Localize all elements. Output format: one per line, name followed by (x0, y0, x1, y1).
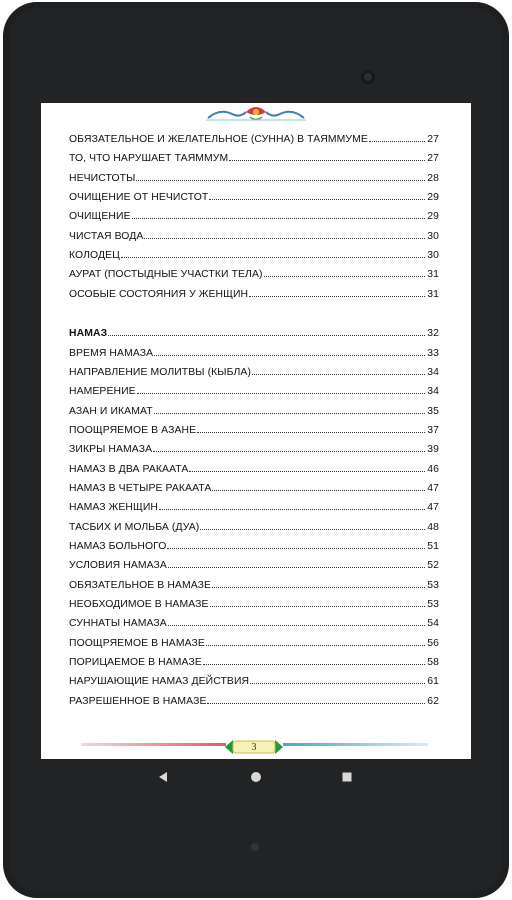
toc-entry[interactable] (69, 360, 439, 378)
toc-entry-page: 54 (427, 618, 439, 630)
toc-entry-page: 62 (427, 695, 439, 707)
footer-rule-left (81, 743, 226, 746)
toc-entry-page: 31 (427, 288, 439, 300)
toc-entry-title: НЕОБХОДИМОЕ В НАМАЗЕ (69, 599, 209, 611)
toc-entry-page: 30 (427, 230, 439, 242)
toc-entry-title: НАМАЗ ЖЕНЩИН (69, 502, 159, 514)
book-page[interactable] (41, 103, 471, 759)
toc-entry-page: 34 (427, 366, 439, 378)
toc-dot-leader (207, 703, 425, 704)
recents-button[interactable] (338, 768, 356, 786)
toc-dot-leader (252, 374, 425, 375)
toc-entry-title: ОЧИЩЕНИЕ ОТ НЕЧИСТОТ (69, 192, 209, 204)
toc-entry[interactable] (69, 476, 439, 494)
toc-dot-leader (209, 199, 425, 200)
front-camera (361, 70, 375, 84)
toc-entry-page: 34 (427, 386, 439, 398)
recents-square-icon (341, 771, 353, 783)
page-number-badge (225, 739, 283, 755)
toc-entry[interactable] (69, 669, 439, 687)
toc-entry-page: 30 (427, 250, 439, 262)
home-circle-icon (250, 771, 262, 783)
toc-entry-page: 29 (427, 211, 439, 223)
toc-entry-title: НАМАЗ (69, 328, 108, 340)
toc-entry[interactable] (69, 573, 439, 591)
toc-entry[interactable] (69, 418, 439, 436)
home-button[interactable] (247, 768, 265, 786)
toc-entry-page: 48 (427, 521, 439, 533)
toc-entry-page: 58 (427, 657, 439, 669)
top-ornament-icon (206, 104, 306, 122)
toc-entry[interactable] (69, 553, 439, 571)
toc-dot-leader (206, 645, 425, 646)
toc-entry[interactable] (69, 282, 439, 300)
toc-entry-title: НАПРАВЛЕНИЕ МОЛИТВЫ (КЫБЛА) (69, 366, 252, 378)
toc-entry[interactable] (69, 224, 439, 242)
toc-entry-page: 33 (427, 347, 439, 359)
toc-dot-leader (212, 490, 425, 491)
toc-entry-title: КОЛОДЕЦ (69, 250, 120, 262)
toc-entry-page: 27 (427, 153, 439, 165)
toc-entry[interactable] (69, 341, 439, 359)
back-button[interactable] (154, 768, 172, 786)
toc-entry-title: ТАСБИХ И МОЛЬБА (ДУА) (69, 521, 200, 533)
toc-entry-page: 39 (427, 444, 439, 456)
toc-entry[interactable] (69, 399, 439, 417)
toc-dot-leader (189, 471, 425, 472)
toc-entry-title: ЗИКРЫ НАМАЗА (69, 444, 153, 456)
toc-entry-title: НАМАЗ В ЧЕТЫРЕ РАКААТА (69, 482, 212, 494)
toc-entry-title: ОСОБЫЕ СОСТОЯНИЯ У ЖЕНЩИН (69, 288, 249, 300)
toc-entry-title: ЧИСТАЯ ВОДА (69, 230, 144, 242)
toc-entry-title: НАРУШАЮЩИЕ НАМАЗ ДЕЙСТВИЯ (69, 676, 250, 688)
toc-entry-page: 29 (427, 192, 439, 204)
toc-dot-leader (250, 683, 425, 684)
toc-entry-page: 53 (427, 579, 439, 591)
toc-entry-title: АУРАТ (ПОСТЫДНЫЕ УЧАСТКИ ТЕЛА) (69, 269, 263, 281)
toc-entry[interactable] (69, 495, 439, 513)
toc-dot-leader (200, 529, 425, 530)
toc-dot-leader (136, 180, 425, 181)
toc-entry[interactable] (69, 631, 439, 649)
toc-entry-page: 32 (427, 328, 439, 340)
toc-entry[interactable] (69, 379, 439, 397)
toc-dot-leader (168, 625, 425, 626)
toc-entry-title: ТО, ЧТО НАРУШАЕТ ТАЯММУМ (69, 153, 229, 165)
toc-entry[interactable] (69, 515, 439, 533)
toc-entry-page: 35 (427, 405, 439, 417)
toc-dot-leader (249, 296, 425, 297)
toc-entry-page: 47 (427, 482, 439, 494)
toc-entry-title: ВРЕМЯ НАМАЗА (69, 347, 154, 359)
back-triangle-icon (157, 771, 169, 783)
toc-entry-page: 52 (427, 560, 439, 572)
toc-entry[interactable] (69, 243, 439, 261)
toc-dot-leader (369, 141, 425, 142)
toc-entry-page: 47 (427, 502, 439, 514)
toc-entry-title: ПООЩРЯЕМОЕ В НАМАЗЕ (69, 637, 205, 649)
bottom-sensor (251, 843, 259, 851)
footer-rule-right (283, 743, 428, 746)
toc-entry-page: 56 (427, 637, 439, 649)
toc-entry-title: АЗАН И ИКАМАТ (69, 405, 153, 417)
toc-entry-title: ПООЩРЯЕМОЕ В АЗАНЕ (69, 424, 197, 436)
toc-dot-leader (154, 413, 426, 414)
toc-entry[interactable] (69, 611, 439, 629)
toc-entry-title: НАМАЗ БОЛЬНОГО (69, 541, 167, 552)
toc-entry-page: 46 (427, 463, 439, 475)
toc-dot-leader (132, 218, 426, 219)
toc-entry[interactable] (69, 127, 439, 145)
toc-section-heading[interactable] (69, 321, 439, 339)
toc-entry-title: ОБЯЗАТЕЛЬНОЕ И ЖЕЛАТЕЛЬНОЕ (СУННА) В ТАЯММУМЕ (69, 134, 368, 145)
toc-entry[interactable] (69, 650, 439, 668)
toc-entry-title: РАЗРЕШЕННОЕ В НАМАЗЕ (69, 695, 207, 707)
toc-dot-leader (159, 509, 425, 510)
toc-entry-title: НАМАЗ В ДВА РАКААТА (69, 463, 189, 475)
toc-entry-page: 53 (427, 599, 439, 611)
toc-entry-title: ОБЯЗАТЕЛЬНОЕ В НАМАЗЕ (69, 579, 212, 591)
toc-entry[interactable] (69, 534, 439, 552)
toc-entry[interactable] (69, 592, 439, 610)
toc-entry-page: 27 (427, 134, 439, 145)
toc-entry-page: 28 (427, 172, 439, 184)
toc-entry-title: СУННАТЫ НАМАЗА (69, 618, 167, 630)
toc-dot-leader (264, 276, 426, 277)
toc-entry[interactable] (69, 204, 439, 222)
toc-dot-leader (168, 567, 425, 568)
toc-entry-title: НАМЕРЕНИЕ (69, 386, 136, 398)
toc-dot-leader (154, 355, 425, 356)
toc-dot-leader (137, 393, 426, 394)
toc-entry-page: 31 (427, 269, 439, 281)
toc-dot-leader (197, 432, 425, 433)
toc-entry-page: 51 (427, 541, 439, 552)
toc-entry[interactable] (69, 262, 439, 280)
toc-entry-title: УСЛОВИЯ НАМАЗА (69, 560, 167, 572)
toc-entry-title: НЕЧИСТОТЫ (69, 172, 136, 184)
toc-dot-leader (121, 257, 425, 258)
android-nav-bar (41, 759, 471, 795)
toc-entry-page: 61 (427, 676, 439, 688)
toc-entry[interactable] (69, 689, 439, 707)
toc-dot-leader (153, 451, 425, 452)
toc-dot-leader (167, 548, 425, 549)
toc-dot-leader (212, 587, 425, 588)
toc-entry-title: ОЧИЩЕНИЕ (69, 211, 131, 223)
toc-dot-leader (144, 238, 425, 239)
toc-dot-leader (108, 335, 425, 336)
toc-entry[interactable] (69, 185, 439, 203)
toc-entry[interactable] (69, 457, 439, 475)
toc-entry[interactable] (69, 166, 439, 184)
toc-dot-leader (203, 664, 425, 665)
toc-entry-page: 37 (427, 424, 439, 436)
page-number: 3 (251, 741, 257, 753)
toc-dot-leader (229, 160, 425, 161)
toc-dot-leader (210, 606, 426, 607)
toc-entry[interactable] (69, 146, 439, 164)
toc-entry-title: ПОРИЦАЕМОЕ В НАМАЗЕ (69, 657, 202, 669)
toc-entry[interactable] (69, 437, 439, 455)
